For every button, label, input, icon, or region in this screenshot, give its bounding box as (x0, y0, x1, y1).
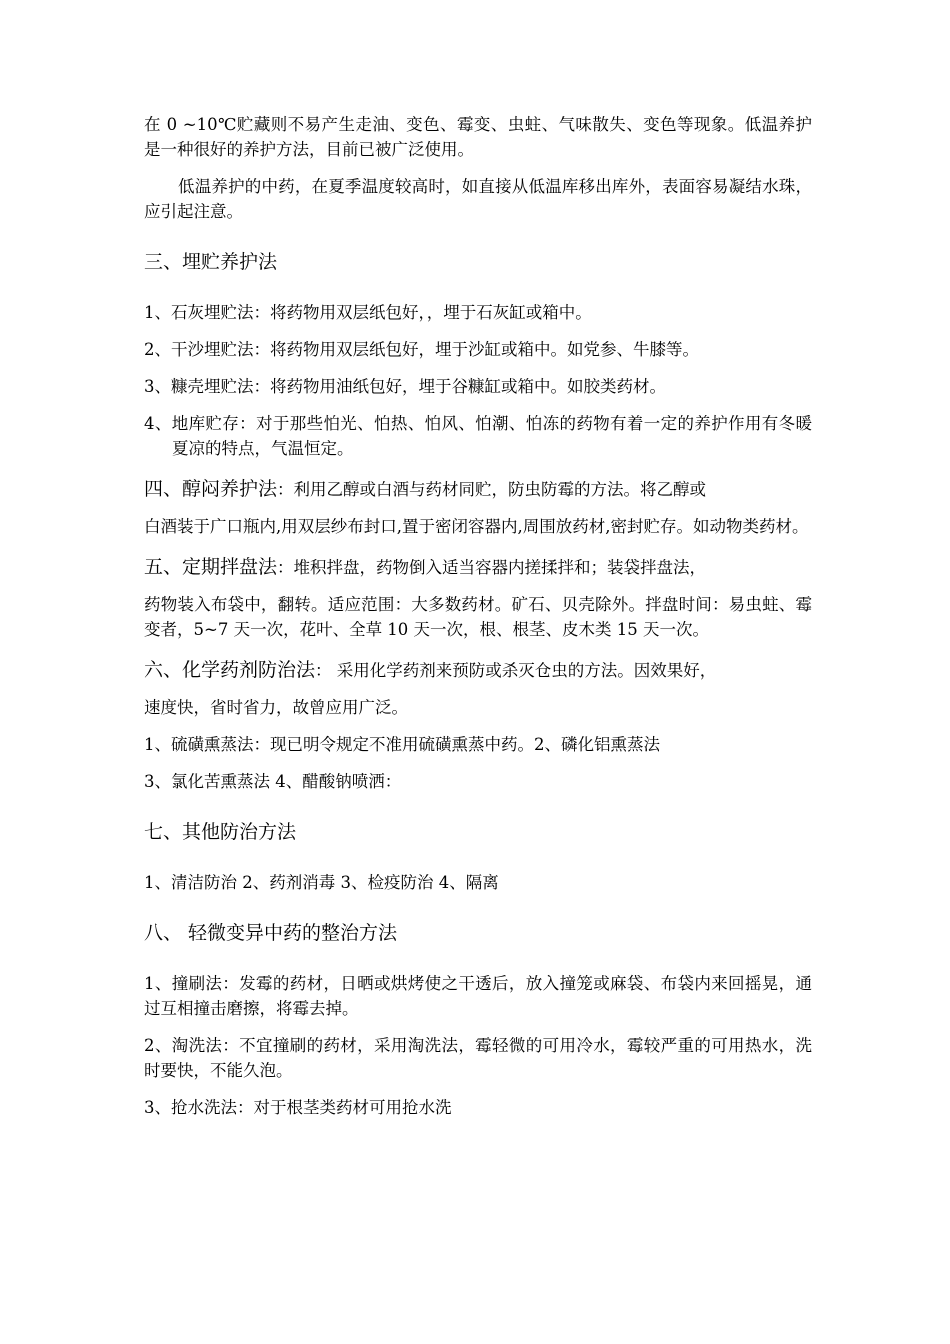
section-4-body-start: ：利用乙醇或白酒与药材同贮，防虫防霉的方法。将乙醇或 (277, 480, 707, 499)
section-7-line: 1、清洁防治 2、药剂消毒 3、检疫防治 4、隔离 (144, 873, 499, 892)
section-4-heading: 四、醇闷养护法 (144, 478, 278, 500)
section-6-line-2: 3、氯化苦熏蒸法 4、醋酸钠喷洒： (144, 772, 402, 791)
section-5-body: 药物装入布袋中，翻转。适应范围：大多数药材。矿石、贝壳除外。拌盘时间：易虫蛀、霉变者，5~7 天一次，花叶、全草 10 天一次，根、根茎、皮木类 15 天一次。 (144, 595, 812, 639)
section-3-item-2: 2、干沙埋贮法：将药物用双层纸包好，埋于沙缸或箱中。如党参、牛膝等。 (144, 340, 699, 359)
intro-paragraph-2: 低温养护的中药，在夏季温度较高时，如直接从低温库移出库外，表面容易凝结水珠，应引起注意。 (144, 177, 812, 221)
section-8-item-3: 3、抢水洗法：对于根茎类药材可用抢水洗 (144, 1098, 452, 1117)
section-6-body-start: ： 采用化学药剂来预防或杀灭仓虫的方法。因效果好， (315, 661, 717, 680)
intro-paragraph-1: 在 0 ~10℃贮藏则不易产生走油、变色、霉变、虫蛀、气味散失、变色等现象。低温养护是一种很好的养护方法，目前已被广泛使用。 (144, 115, 812, 159)
section-3-heading: 三、埋贮养护法 (144, 251, 278, 273)
section-6-body: 速度快，省时省力，故曾应用广泛。 (144, 698, 408, 717)
section-8-heading: 八、 轻微变异中药的整治方法 (144, 922, 398, 944)
section-6-line-1: 1、硫磺熏蒸法：现已明令规定不准用硫磺熏蒸中药。2、磷化铝熏蒸法 (144, 735, 660, 754)
section-7-heading: 七、其他防治方法 (144, 821, 297, 843)
section-4-body: 白酒装于广口瓶内,用双层纱布封口,置于密闭容器内,周围放药材,密封贮存。如动物类药材。 (144, 517, 809, 536)
section-8-item-2: 2、淘洗法：不宜撞刷的药材，采用淘洗法，霉轻微的可用冷水，霉较严重的可用热水，洗时要快，不能久泡。 (144, 1036, 812, 1080)
section-6-paragraph (144, 658, 812, 683)
section-5-body-start: ：堆积拌盘，药物倒入适当容器内搓揉拌和；装袋拌盘法， (277, 558, 707, 577)
section-5-heading: 五、定期拌盘法 (144, 556, 278, 578)
section-3-item-4: 4、地库贮存：对于那些怕光、怕热、怕风、怕潮、怕冻的药物有着一定的养护作用有冬暖夏凉的特点，气温恒定。 (144, 414, 812, 458)
section-3-item-3: 3、糠壳埋贮法：将药物用油纸包好，埋于谷糠缸或箱中。如胶类药材。 (144, 377, 666, 396)
section-5-paragraph (144, 555, 812, 580)
section-4-paragraph (144, 477, 812, 502)
section-3-item-1: 1、石灰埋贮法：将药物用双层纸包好，，埋于石灰缸或箱中。 (144, 303, 592, 322)
document-page (144, 112, 812, 1120)
section-8-item-1: 1、撞刷法：发霉的药材，日晒或烘烤使之干透后，放入撞笼或麻袋、布袋内来回摇晃，通过互相撞击磨擦，将霉去掉。 (144, 974, 812, 1018)
section-6-heading: 六、化学药剂防治法 (144, 659, 316, 681)
